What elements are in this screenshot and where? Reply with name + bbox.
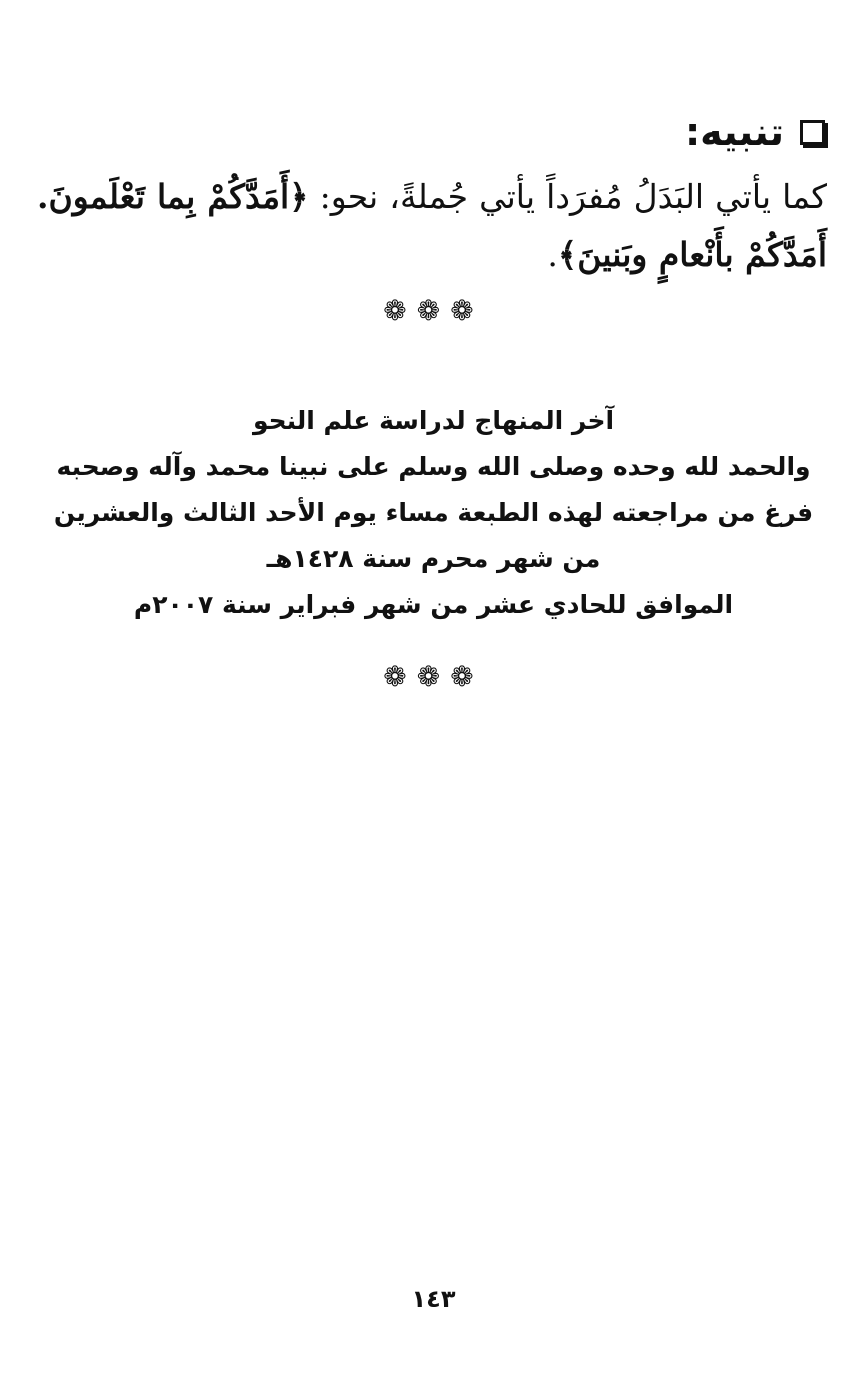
square-bullet-icon <box>800 120 825 145</box>
page-number: ١٤٣ <box>411 1285 456 1313</box>
colophon <box>0 398 867 628</box>
colophon-line-3: فرغ من مراجعته لهذه الطبعة مساء يوم الأحد الثالث والعشرين <box>53 498 814 527</box>
paragraph-lead: كما يأتي البَدَلُ مُفرَداً يأتي جُملةً، نحو: <box>308 177 827 216</box>
note-paragraph <box>37 168 827 284</box>
ornament-divider-bottom: ❁❁❁ <box>383 660 484 693</box>
section-heading <box>685 108 825 156</box>
quran-verse: ﴿أَمَدَّكُمْ بِما تَعْلَمونَ. أَمَدَّكُمْ بأَنْعامٍ وبَنينَ﴾ <box>37 177 827 274</box>
colophon-line-2: والحمد لله وحده وصلى الله وسلم على نبينا محمد وآله وصحبه <box>56 452 811 481</box>
heading-title: تنبيه: <box>684 110 784 154</box>
ornament-divider-top: ❁❁❁ <box>383 294 484 327</box>
colophon-line-4: من شهر محرم سنة ١٤٢٨هـ <box>266 544 601 573</box>
colophon-line-5: الموافق للحادي عشر من شهر فبراير سنة ٢٠٠٧م <box>133 590 734 619</box>
colophon-line-1: آخر المنهاج لدراسة علم النحو <box>252 406 615 435</box>
paragraph-tail: . <box>547 235 558 274</box>
